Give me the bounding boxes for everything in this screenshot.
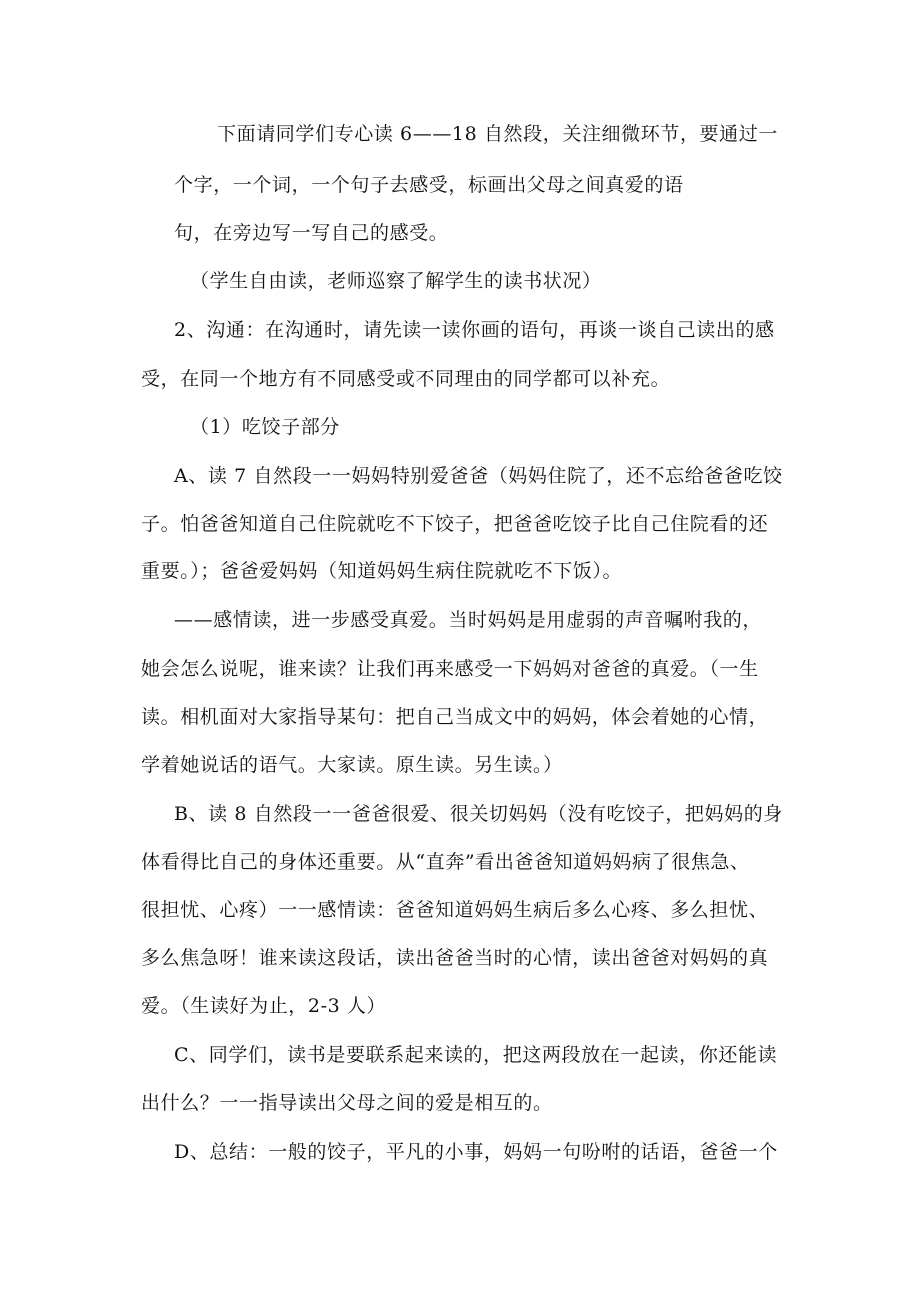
- text-line: 重要。）；爸爸爱妈妈（知道妈妈生病住院就吃不下饭）。: [141, 560, 623, 582]
- text-line: D、总结：一般的饺子，平凡的小事，妈妈一句吩咐的话语，爸爸一个: [174, 1141, 778, 1163]
- text-line: 学着她说话的语气。大家读。原生读。另生读。）: [141, 754, 563, 776]
- text-line: 出什么？一一指导读出父母之间的爱是相互的。: [141, 1092, 553, 1114]
- text-line: ——感情读，进一步感受真爱。当时妈妈是用虚弱的声音嘱咐我的，: [174, 609, 763, 631]
- text-line: （学生自由读，老师巡察了解学生的读书状况）: [190, 270, 602, 292]
- text-line: 下面请同学们专心读 6——18 自然段，关注细微环节，要通过一: [217, 123, 778, 145]
- text-line: 2、沟通：在沟通时，请先读一读你画的语句，再谈一谈自己读出的感: [174, 319, 775, 341]
- text-line: 爱。（生读好为止，2-3 人）: [141, 995, 387, 1017]
- text-line: 体看得比自己的身体还重要。从“直奔”看出爸爸知道妈妈病了很焦急、: [141, 851, 750, 873]
- text-line: （1）吃饺子部分: [190, 416, 340, 438]
- text-line: 个字，一个词，一个句子去感受，标画出父母之间真爱的语: [174, 174, 684, 196]
- text-line: 子。怕爸爸知道自己住院就吃不下饺子，把爸爸吃饺子比自己住院看的还: [141, 513, 769, 535]
- text-line: 多么焦急呀！谁来读这段话，读出爸爸当时的心情，读出爸爸对妈妈的真: [141, 947, 769, 969]
- text-line: 她会怎么说呢，谁来读？让我们再来感受一下妈妈对爸爸的真爱。（一生: [141, 658, 759, 680]
- text-line: B、读 8 自然段一一爸爸很爱、很关切妈妈（没有吃饺子，把妈妈的身: [174, 803, 783, 825]
- text-line: 句，在旁边写一写自己的感受。: [174, 222, 449, 244]
- text-line: 受，在同一个地方有不同感受或不同理由的同学都可以补充。: [141, 368, 671, 390]
- text-line: A、读 7 自然段一一妈妈特别爱爸爸（妈妈住院了，还不忘给爸爸吃饺: [174, 465, 783, 487]
- text-line: 很担忧、心疼）一一感情读：爸爸知道妈妈生病后多么心疼、多么担忧、: [141, 899, 769, 921]
- text-line: 读。相机面对大家指导某句：把自己当成文中的妈妈，体会着她的心情，: [141, 706, 769, 728]
- text-line: C、同学们，读书是要联系起来读的，把这两段放在一起读，你还能读: [174, 1044, 778, 1066]
